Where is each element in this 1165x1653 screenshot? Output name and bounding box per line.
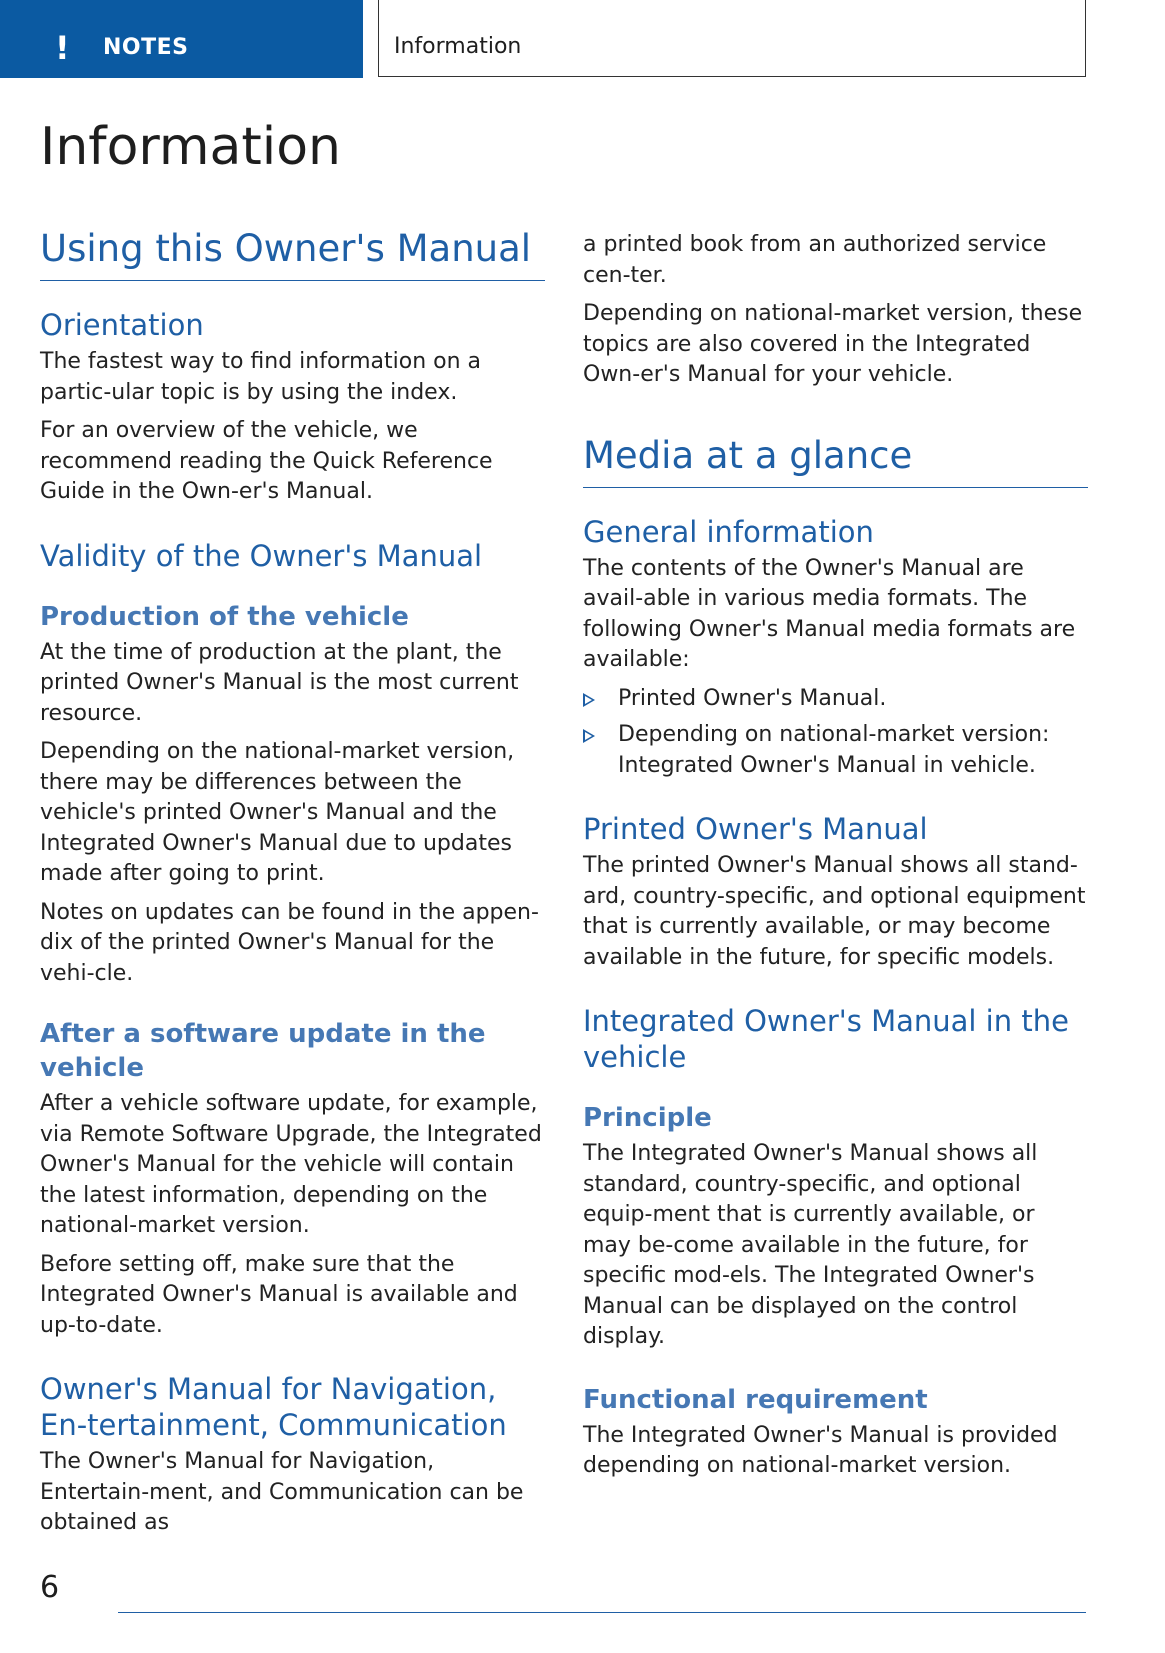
general-paragraph-1: The contents of the Owner's Manual are avail-able in various media formats. The following Owner's Manual media formats are available: — [583, 555, 1076, 672]
nav-continued-paragraph-1: a printed book from an authorized service cen-ter. — [583, 232, 1047, 288]
production-paragraph-2: Depending on the national-market version, there may be differences between the vehicle's printed Owner's Manual and the Integrated Owner's Manual due to updates made after going to print. — [40, 739, 515, 886]
software-paragraph-2: Before setting off, make sure that the Integrated Owner's Manual is available and up-to-date. — [40, 1251, 518, 1338]
list-item-text: Printed Owner's Manual. — [618, 685, 887, 711]
notes-label: NOTES — [103, 35, 189, 60]
software-paragraph-1: After a vehicle software update, for example, via Remote Software Upgrade, the Integrated Owner's Manual for the vehicle will contain the latest information, depending on the national-market version. — [40, 1091, 542, 1238]
footer-divider — [118, 1612, 1086, 1613]
principle-paragraph-1: The Integrated Owner's Manual shows all standard, country-specific, and optional equip-ment that is currently available, or may be-come available in the future, for specific mod-els. The Integrated Owner's Manual can be displayed on the control display. — [583, 1141, 1038, 1349]
triangle-bullet-icon — [583, 729, 595, 743]
heading-software-update: After a software update in the vehicle — [40, 1019, 486, 1083]
page-title: Information — [40, 117, 342, 177]
heading-principle: Principle — [583, 1103, 712, 1133]
list-item — [583, 684, 1088, 715]
media-formats-list — [583, 684, 1088, 782]
nav-continued-paragraph-2: Depending on national-market version, these topics are also covered in the Integrated Own-er's Manual for your vehicle. — [583, 301, 1083, 387]
orientation-paragraph-2: For an overview of the vehicle, we recommend reading the Quick Reference Guide in the Own-er's Manual. — [40, 418, 493, 504]
section-header — [378, 0, 1086, 77]
heading-functional-requirement: Functional requirement — [583, 1384, 928, 1415]
production-paragraph-1: At the time of production at the plant, the printed Owner's Manual is the most current resource. — [40, 639, 519, 726]
list-item-text: Depending on national-market version: Integrated Owner's Manual in vehicle. — [618, 722, 1050, 778]
heading-nav-manual: Owner's Manual for Navigation, En-tertainment, Communication — [40, 1372, 507, 1442]
nav-manual-paragraph-1: The Owner's Manual for Navigation, Entertain-ment, and Communication can be obtained as — [40, 1449, 524, 1535]
notes-tab — [0, 0, 363, 78]
exclamation-icon: ! — [55, 29, 70, 67]
heading-integrated-manual: Integrated Owner's Manual in the vehicle — [583, 1004, 1069, 1074]
heading-general-info: General information — [583, 514, 874, 549]
heading-orientation: Orientation — [40, 308, 204, 342]
page-number: 6 — [40, 1570, 60, 1605]
triangle-bullet-icon — [583, 693, 595, 707]
orientation-paragraph-1: The fastest way to find information on a partic-ular topic is by using the index. — [40, 349, 482, 405]
functional-paragraph-1: The Integrated Owner's Manual is provided depending on national-market version. — [583, 1422, 1058, 1478]
heading-media-glance: Media at a glance — [583, 433, 1088, 488]
heading-using-manual: Using this Owner's Manual — [40, 226, 545, 281]
right-column — [583, 230, 1088, 1482]
heading-production: Production of the vehicle — [40, 601, 409, 632]
production-paragraph-3: Notes on updates can be found in the appen-dix of the printed Owner's Manual for the vehi-cle. — [40, 899, 539, 986]
printed-paragraph-1: The printed Owner's Manual shows all stand-ard, country-specific, and optional equipment that is currently available, or may become available in the future, for specific models. — [583, 853, 1086, 970]
heading-validity: Validity of the Owner's Manual — [40, 538, 483, 573]
section-label: Information — [394, 34, 522, 59]
list-item — [583, 720, 1088, 781]
left-column — [40, 226, 545, 1539]
heading-printed-manual: Printed Owner's Manual — [583, 812, 928, 846]
